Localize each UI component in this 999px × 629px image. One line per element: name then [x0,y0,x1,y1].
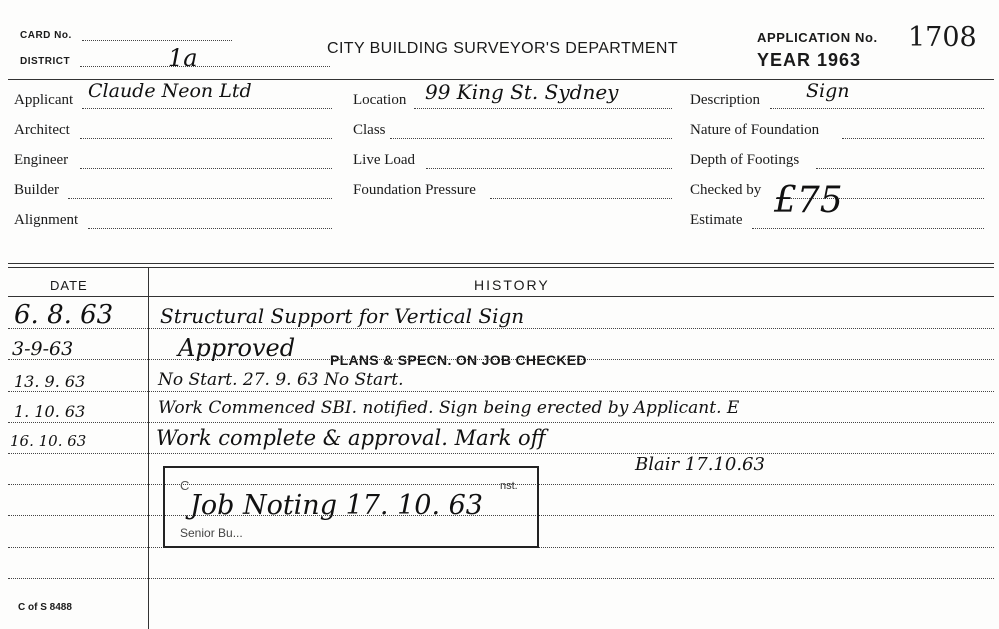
depth-of-footings-label: Depth of Footings [690,152,800,168]
history-text: Approved [178,334,296,362]
stamp-footer-text: Senior Bu... [180,526,243,540]
location-value: 99 King St. Sydney [425,80,619,104]
history-top-rule [8,263,994,264]
architect-label: Architect [14,122,70,138]
stamp-corner-mark: C [180,478,190,493]
description-line [770,108,984,109]
history-header: HISTORY [474,277,550,293]
builder-label: Builder [14,182,59,198]
district-label: DISTRICT [20,56,71,67]
nature-of-foundation-label: Nature of Foundation [690,122,820,138]
stamp-handwriting: Job Noting 17. 10. 63 [190,490,483,521]
history-date: 1. 10. 63 [14,402,86,421]
year-label: YEAR 1963 [757,50,862,70]
inspector-signoff: Blair 17.10.63 [635,454,765,475]
date-column-divider [148,268,149,629]
live-load-label: Live Load [353,152,416,168]
stamp-right-fragment: nst. [500,480,518,492]
history-date: 16. 10. 63 [10,432,87,450]
estimate-label: Estimate [690,212,743,228]
application-no-value: 1708 [908,22,977,53]
history-date: 13. 9. 63 [14,372,86,391]
applicant-value: Claude Neon Ltd [88,80,252,102]
description-value: Sign [806,80,850,102]
live-load-line [426,168,672,169]
card-no-label: CARD No. [20,30,72,41]
district-value: 1a [168,44,198,72]
architect-line [80,138,332,139]
history-row-line [8,328,994,329]
checked-by-value: £75 [774,180,843,221]
class-label: Class [353,122,386,138]
card-no-line [82,40,232,41]
history-date: 6. 8. 63 [14,300,114,330]
history-text: No Start. 27. 9. 63 No Start. [158,370,404,390]
application-no-label: APPLICATION No. [757,30,878,45]
applicant-line [82,108,332,109]
history-row-line [8,453,994,454]
history-top-rule-2 [8,267,994,268]
history-row-line [8,422,994,423]
history-date: 3-9-63 [12,338,74,360]
foundation-pressure-line [490,198,672,199]
depth-of-footings-line [816,168,984,169]
alignment-label: Alignment [14,212,79,228]
date-header: DATE [50,278,88,293]
department-title: CITY BUILDING SURVEYOR'S DEPARTMENT [327,40,679,57]
applicant-label: Applicant [14,92,74,108]
history-row-line [8,578,994,579]
foundation-pressure-label: Foundation Pressure [353,182,476,198]
district-line [80,66,330,67]
approval-stamp-text: PLANS & SPECN. ON JOB CHECKED [330,352,587,368]
alignment-line [88,228,332,229]
location-line [414,108,672,109]
description-label: Description [690,92,760,108]
class-line [390,138,672,139]
history-text: Structural Support for Vertical Sign [160,304,525,328]
history-header-rule [8,296,994,297]
location-label: Location [353,92,407,108]
nature-of-foundation-line [842,138,984,139]
engineer-line [80,168,332,169]
history-text: Work complete & approval. Mark off [156,426,546,450]
estimate-line [752,228,984,229]
form-code: C of S 8488 [18,602,72,613]
history-text: Work Commenced SBI. notified. Sign being erected by Applicant. E [158,398,740,418]
builder-line [68,198,332,199]
engineer-label: Engineer [14,152,69,168]
checked-by-label: Checked by [690,182,762,198]
history-row-line [8,391,994,392]
